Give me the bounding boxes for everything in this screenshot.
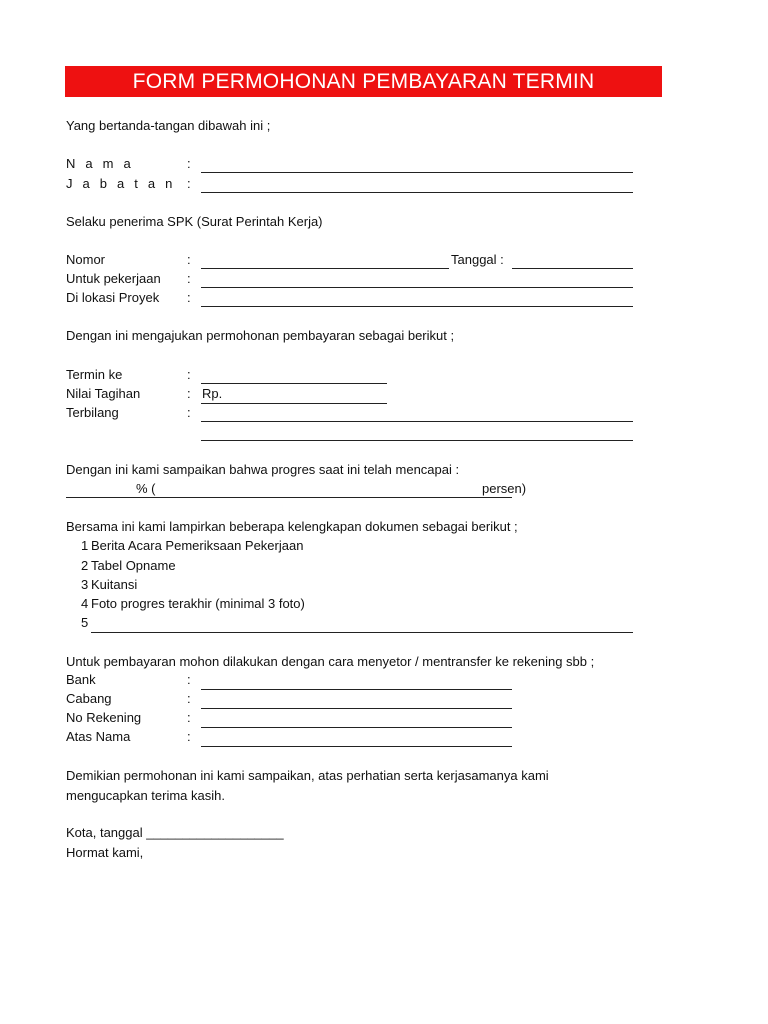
rekening-colon: :: [187, 710, 191, 725]
terbilang-field-line-2[interactable]: [201, 440, 633, 441]
progress-field-line[interactable]: [66, 497, 512, 498]
nilai-colon: :: [187, 386, 191, 401]
attachment-5-field-line[interactable]: [91, 632, 633, 633]
nomor-colon: :: [187, 252, 191, 267]
form-title: FORM PERMOHONAN PEMBAYARAN TERMIN: [132, 69, 595, 93]
nama-label: N a m a: [66, 156, 134, 171]
bank-colon: :: [187, 672, 191, 687]
nilai-field-line[interactable]: [201, 403, 387, 404]
nilai-prefix: Rp.: [202, 386, 223, 401]
lokasi-colon: :: [187, 290, 191, 305]
tanggal-field-line[interactable]: [512, 268, 633, 269]
terbilang-label: Terbilang: [66, 405, 119, 420]
attachment-label: Kuitansi: [91, 577, 138, 592]
cabang-colon: :: [187, 691, 191, 706]
jabatan-label: J a b a t a n: [66, 176, 176, 191]
nama-colon: :: [187, 156, 191, 171]
atas-nama-field-line[interactable]: [201, 746, 512, 747]
closing-line-2: mengucapkan terima kasih.: [66, 788, 225, 803]
attachments-text: Bersama ini kami lampirkan beberapa kelengkapan dokumen sebagai berikut ;: [66, 519, 518, 534]
request-text: Dengan ini mengajukan permohonan pembayaran sebagai berikut ;: [66, 328, 455, 343]
progress-text: Dengan ini kami sampaikan bahwa progres saat ini telah mencapai :: [66, 462, 460, 477]
intro-text: Yang bertanda-tangan dibawah ini ;: [66, 118, 271, 133]
tanggal-label: Tanggal :: [451, 252, 504, 267]
termin-colon: :: [187, 367, 191, 382]
attachment-num: 4: [81, 596, 89, 611]
nilai-label: Nilai Tagihan: [66, 386, 141, 401]
jabatan-field-line[interactable]: [201, 192, 633, 193]
pekerjaan-label: Untuk pekerjaan: [66, 271, 161, 286]
nomor-label: Nomor: [66, 252, 106, 267]
persen-close: persen): [482, 481, 527, 496]
attachment-label: Tabel Opname: [91, 558, 176, 573]
terbilang-colon: :: [187, 405, 191, 420]
kota-tanggal: Kota, tanggal ___________________: [66, 825, 284, 840]
closing-line-1: Demikian permohonan ini kami sampaikan, atas perhatian serta kerjasamanya kami: [66, 768, 549, 783]
bank-text: Untuk pembayaran mohon dilakukan dengan cara menyetor / mentransfer ke rekening sbb ;: [66, 654, 595, 669]
attachment-num: 3: [81, 577, 89, 592]
jabatan-colon: :: [187, 176, 191, 191]
termin-label: Termin ke: [66, 367, 123, 382]
attachment-label: Foto progres terakhir (minimal 3 foto): [91, 596, 305, 611]
rekening-field-line[interactable]: [201, 727, 512, 728]
hormat-kami: Hormat kami,: [66, 845, 144, 860]
cabang-field-line[interactable]: [201, 708, 512, 709]
lokasi-field-line[interactable]: [201, 306, 633, 307]
attachment-num: 1: [81, 538, 89, 553]
attachment-label: Berita Acara Pemeriksaan Pekerjaan: [91, 538, 304, 553]
atas-nama-colon: :: [187, 729, 191, 744]
rekening-label: No Rekening: [66, 710, 142, 725]
nomor-field-line[interactable]: [201, 268, 449, 269]
percent-open: % (: [136, 481, 156, 496]
termin-field-line[interactable]: [201, 383, 387, 384]
title-banner: [65, 66, 662, 97]
attachment-num: 2: [81, 558, 89, 573]
attachment-num: 5: [81, 615, 89, 630]
bank-label: Bank: [66, 672, 96, 687]
bank-field-line[interactable]: [201, 689, 512, 690]
spk-text: Selaku penerima SPK (Surat Perintah Kerja): [66, 214, 323, 229]
pekerjaan-field-line[interactable]: [201, 287, 633, 288]
atas-nama-label: Atas Nama: [66, 729, 131, 744]
pekerjaan-colon: :: [187, 271, 191, 286]
terbilang-field-line-1[interactable]: [201, 421, 633, 422]
lokasi-label: Di lokasi Proyek: [66, 290, 160, 305]
cabang-label: Cabang: [66, 691, 112, 706]
nama-field-line[interactable]: [201, 172, 633, 173]
